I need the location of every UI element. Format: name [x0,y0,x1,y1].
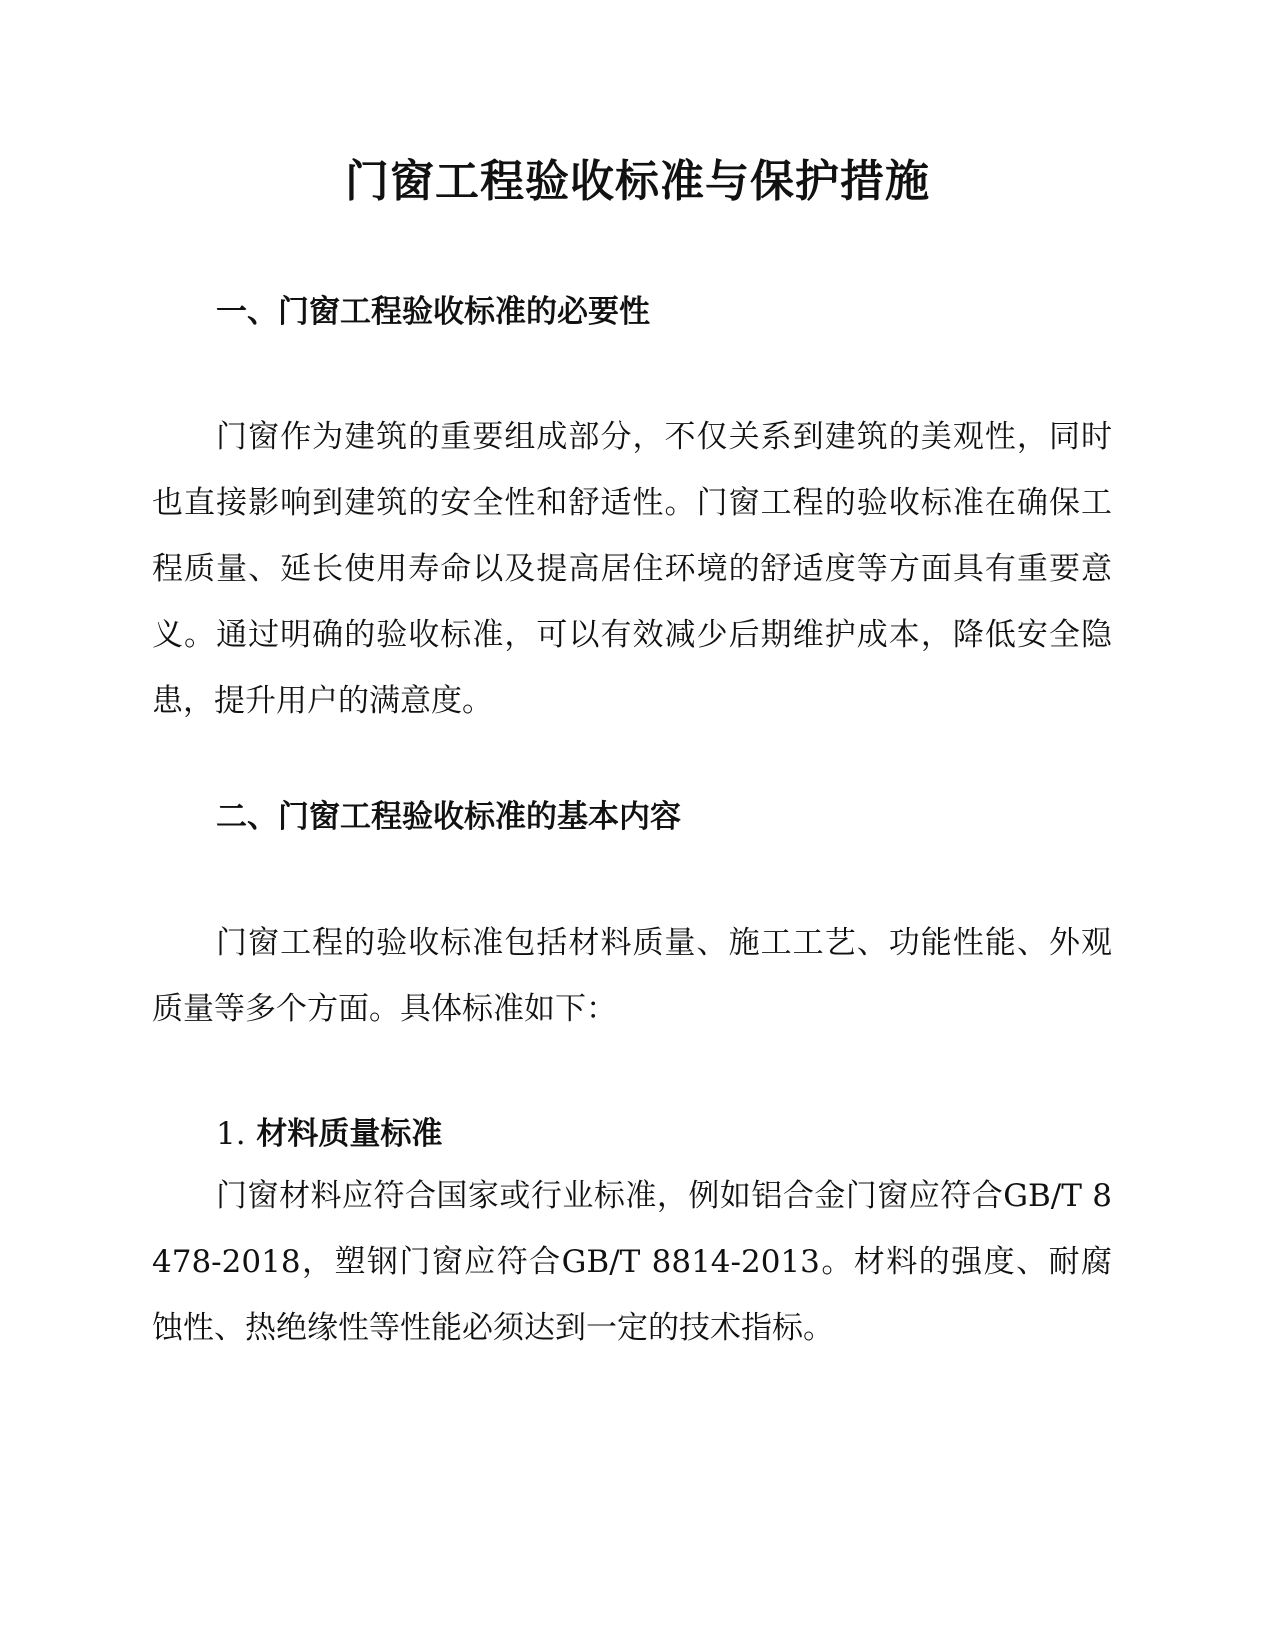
subsection-paragraph: 门窗材料应符合国家或行业标准，例如铝合金门窗应符合GB/T 8478-2018，塑钢门窗应符合GB/T 8814-2013。材料的强度、耐腐蚀性、热绝缘性等性能必须达到一定的技术指标。 [152,1178,1112,1346]
section-paragraph-2: 门窗工程的验收标准包括材料质量、施工工艺、功能性能、外观质量等多个方面。具体标准如下： [152,925,1112,1027]
subsection-number: 1. [216,1116,246,1152]
subsection-title: 材料质量标准 [256,1116,443,1152]
subsection-heading [216,1112,442,1156]
section-heading-2: 二、门窗工程验收标准的基本内容 [216,799,681,835]
section-heading-1: 一、门窗工程验收标准的必要性 [216,294,650,330]
document-title: 门窗工程验收标准与保护措施 [345,156,930,207]
section-paragraph-1: 门窗作为建筑的重要组成部分，不仅关系到建筑的美观性，同时也直接影响到建筑的安全性和舒适性。门窗工程的验收标准在确保工程质量、延长使用寿命以及提高居住环境的舒适度等方面具有重要意义。通过明确的验收标准，可以有效减少后期维护成本，降低安全隐患，提升用户的满意度。 [152,419,1112,719]
